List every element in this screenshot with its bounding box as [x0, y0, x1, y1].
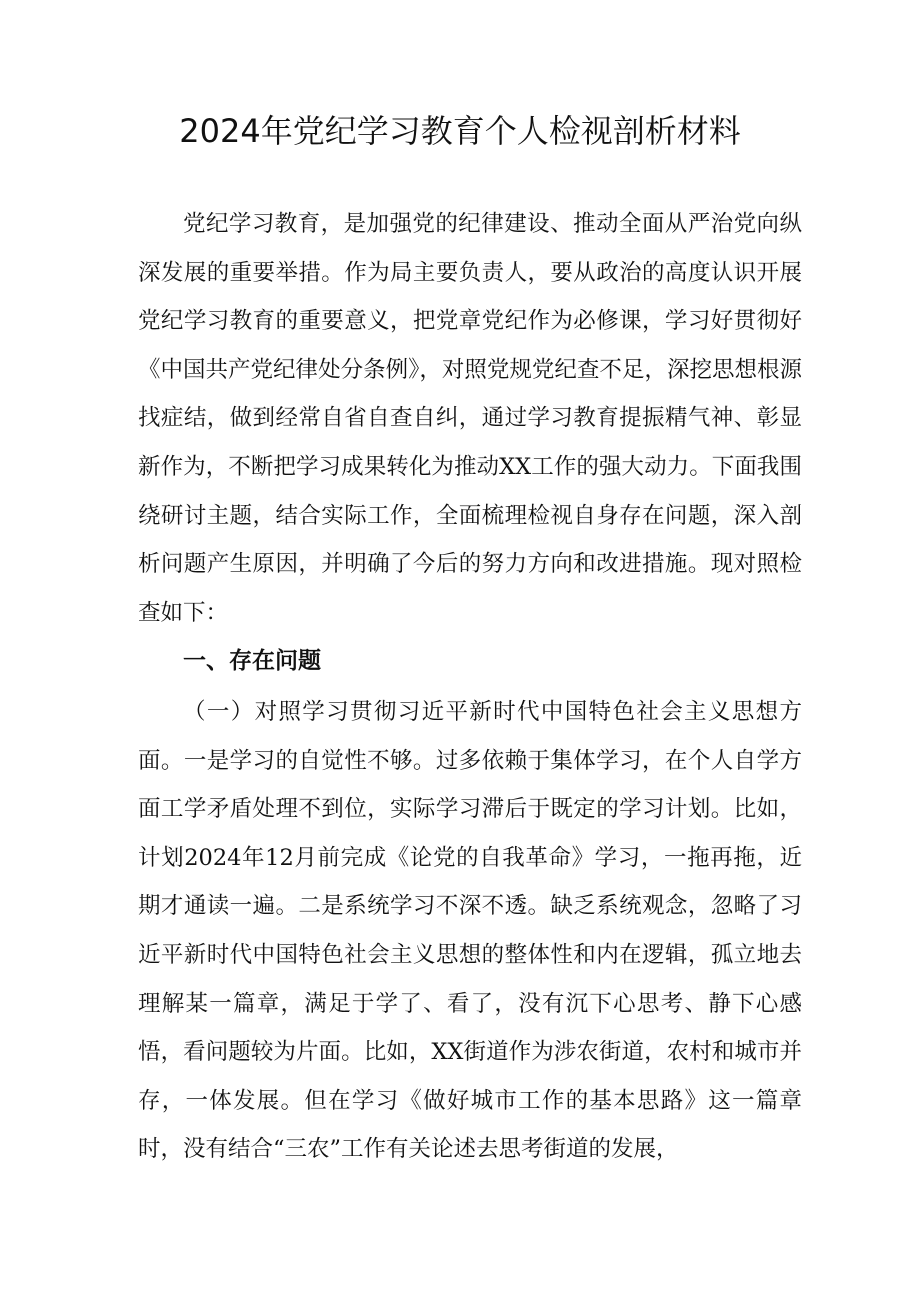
section-heading: 一、存在问题: [183, 648, 321, 674]
document-title: 2024年党纪学习教育个人检视剖析材料: [179, 112, 741, 150]
intro-paragraph: 党纪学习教育，是加强党的纪律建设、推动全面从严治党向纵深发展的重要举措。作为局主要负责人，要从政治的高度认识开展党纪学习教育的重要意义，把党章党纪作为必修课，学习好贯彻好《中国共产党纪律处分条例》，对照党规党纪查不足，深挖思想根源找症结，做到经常自省自查自纠，通过学习教育提振精气神、彰显新作为，不断把学习成果转化为推动XX工作的强大动力。下面我围绕研讨主题，结合实际工作，全面梳理检视自身存在问题，深入剖析问题产生原因，并明确了今后的努力方向和改进措施。现对照检查如下：: [138, 211, 802, 626]
section-paragraph: （一）对照学习贯彻习近平新时代中国特色社会主义思想方面。一是学习的自觉性不够。过多依赖于集体学习，在个人自学方面工学矛盾处理不到位，实际学习滞后于既定的学习计划。比如，计划2024年12月前完成《论党的自我革命》学习，一拖再拖，近期才通读一遍。二是系统学习不深不透。缺乏系统观念，忽略了习近平新时代中国特色社会主义思想的整体性和内在逻辑，孤立地去理解某一篇章，满足于学了、看了，没有沉下心思考、静下心感悟，看问题较为片面。比如，XX街道作为涉农街道，农村和城市并存，一体发展。但在学习《做好城市工作的基本思路》这一篇章时，没有结合“三农”工作有关论述去思考街道的发展，: [138, 699, 802, 1163]
